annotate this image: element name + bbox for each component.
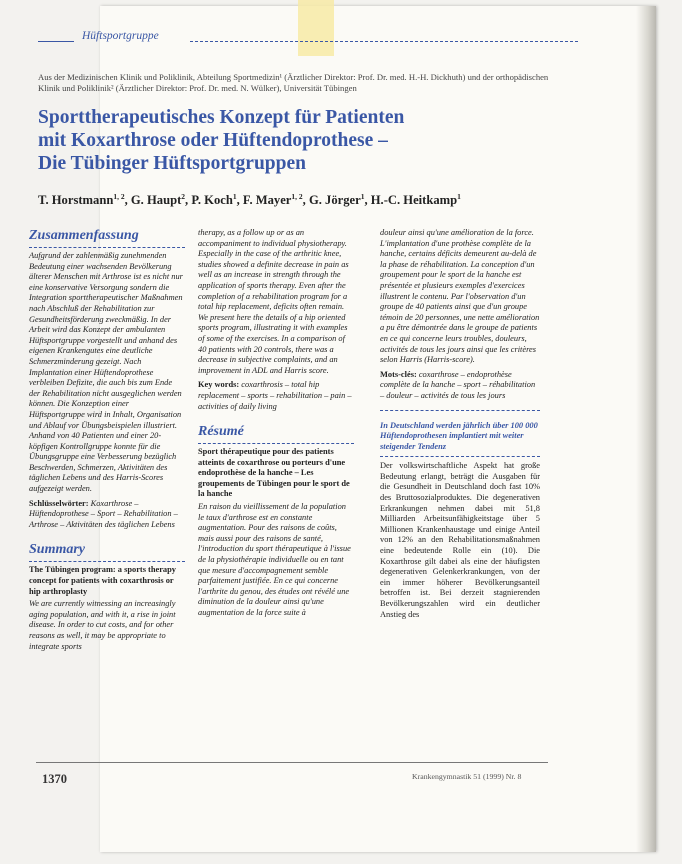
german-keywords: Schlüsselwörter: Koxarthrose – Hüftendoprothese – Sport – Rehabilitation – Arthrose – Aktivitäten des täglichen Lebens	[29, 498, 178, 529]
column-1	[29, 228, 185, 656]
resume-subtitle: Sport thérapeutique pour des patients atteints de coxarthrose ou porteurs d'une endoprothèse de la hanche – Les groupements de Tübingen pour le sport de la hanche	[198, 447, 350, 499]
author: T. Horstmann$^{1, 2}$	[38, 192, 125, 208]
summary-text: We are currently witnessing an increasingly aging population, and with it, a rise in joint disease. In order to cut costs, and for other reasons as well, it may be appropriate to integrate sports	[29, 599, 176, 651]
author: H.-C. Heitkamp$^1$	[370, 192, 461, 208]
column-2	[198, 228, 354, 623]
author: P. Koch$^1$	[191, 192, 237, 208]
author: G. Haupt$^2$	[130, 192, 186, 208]
author: F. Mayer$^{1, 2}$	[242, 192, 303, 208]
affiliation: Aus der Medizinischen Klinik und Poliklinik, Abteilung Sportmedizin¹ (Ärztlicher Direktor: Prof. Dr. med. H.-H. Dickhuth) und der orthopädischen Klinik und Poliklinik² (Ärztlicher Direktor: Prof. Dr. med. N. Wülker), Universität Tübingen	[38, 72, 549, 93]
french-keywords: Mots-clés: coxarthrose – endoprothèse complète de la hanche – sport – réhabilitation – douleur – activités de tous les jours	[380, 369, 536, 400]
summary-text-continued: therapy, as a follow up or as an accompaniment to individual physiotherapy. Especially in the case of the arthritic knee, studies showed a definite decrease in pain as well as an increase in strength through the application of sports therapy. Even after the completion of a rehabilitation program for a total hip replacement, deficits often remain. We present here the details of a hip oriented sports program, illustrating it with examples of some of the exercises. In a comparison of 40 patients with 20 controls, there was a decrease in subjective complaints, and an improvement in ADL and Harris score.	[198, 228, 349, 375]
page-number: 1370	[42, 772, 67, 786]
footer-rule	[36, 762, 548, 763]
header-rule-left	[38, 41, 74, 42]
summary-heading: Summary	[29, 542, 185, 562]
author: G. Jörger$^1$	[308, 192, 365, 208]
section-header	[38, 30, 538, 44]
section-title: Hüftsportgruppe	[82, 30, 159, 42]
german-abstract: Aufgrund der zahlenmäßig zunehmenden Bedeutung einer wachsenden Bevölkerung älterer Menschen mit Arthrose ist es nicht nur eine konservative Versorgung sondern die Integration sporttherapeutischer Maßnahmen nach Abschluß der Rehabilitation zur Gesundheitsförderung zweckmäßig. In der Arbeit wird das Konzept der ambulanten Hüftsportgruppe vorgestellt und anhand des eigenen Krankengutes eine deutliche Schmerzminderung gezeigt. Nach Implantation einer Hüftendoprothese verbleiben Defizite, die auch bis zum Ende der Rehabilitation nicht ausgeglichen werden können. Die Konzeption einer Hüftsportgruppe wird in Inhalt, Organisation und Ablauf vor Übungsbeispielen illustriert. Anhand von 40 Patienten und einer 20-köpfigen Kontrollgruppe konnte für die Übungsgruppe eine Verbesserung bezüglich Beschwerden, Schmerzen, Aktivitäten des täglichen Lebens und des Harris-Scores aufgezeigt werden.	[29, 251, 183, 494]
highlight-statement: In Deutschland werden jährlich über 100 000 Hüftendoprothesen implantiert mit weiter steigender Tendenz	[380, 420, 538, 451]
title-line: Die Tübinger Hüftsportgruppen	[38, 153, 306, 174]
column-3	[380, 228, 540, 620]
highlight-rule	[380, 410, 540, 415]
journal-citation: Krankengymnastik 51 (1999) Nr. 8	[412, 772, 522, 781]
page-fold-shadow	[636, 6, 656, 852]
zusammenfassung-heading: Zusammenfassung	[29, 228, 185, 248]
title-line: Sporttherapeutisches Konzept für Patienten	[38, 107, 405, 128]
body-text: Der volkswirtschaftliche Aspekt hat große Bedeutung erlangt, beträgt die Ausgaben für die Gesundheit in Deutschland doch fast 10% des Bruttosozialproduktes. Die degenerativen Erkrankungen nehmen dabei mit 51,8 Milliarden Arbeitsunfähigkeitstage über 5 Millionen Krankenhaustage und einige Anteil von 12% an den Rehabilitationsmaßnahmen eine bedeutende Rolle ein (10). Die Koxarthrose gilt dabei als eine der häufigsten degenerativen Gelenkerkrankungen, von der ein immer höherer Bevölkerungsanteil betroffen ist. Bei derzeit stagnierenden Bevölkerungszahlen wird ein deutlicher Anstieg des	[380, 461, 540, 619]
summary-subtitle: The Tübingen program: a sports therapy concept for patients with coxarthrosis or hip arthroplasty	[29, 565, 176, 596]
title-line: mit Koxarthrose oder Hüftendoprothese –	[38, 130, 388, 151]
resume-text-continued: douleur ainsi qu'une amélioration de la force. L'implantation d'une prothèse complète de la hanche, certains déficits demeurent au-delà de la phase de réhabilitation. La conception d'un groupement pour le sport de la hanche est présentée et plusieurs exemples d'exercices illustrent le contenu. Par l'observation d'un groupe de 40 patients ainsi que d'un groupe témoin de 20 personnes, une nette amélioration a pu être démontrée dans le groupe de patients en ce qui concerne leurs troubles, douleurs, activités de tous les jours ainsi que les critères selon Harris (Harris-score).	[380, 228, 540, 365]
resume-heading: Résumé	[198, 424, 354, 444]
header-rule-right	[190, 41, 578, 42]
resume-text: En raison du vieillissement de la population le taux d'arthrose est en constante augmentation. Pour des raisons de coûts, mais aussi pour des raisons de santé, l'introduction du sport thérapeutique à l'issue de la physiothérapie individuelle ou en tant que mesure d'accompagnement semble parfaitement justifiée. En ce qui concerne l'arthrite du genou, des études ont révélé une diminution de la douleur ainsi qu'une augmentation de la force suite à	[198, 502, 351, 617]
english-keywords: Key words: coxarthrosis – total hip replacement – sports – rehabilitation – pain – activities of daily living	[198, 380, 352, 411]
article-title	[38, 106, 538, 175]
author-list: T. Horstmann$^{1, 2}$, G. Haupt$^2$, P. Koch$^1$, F. Mayer$^{1, 2}$, G. Jörger$^1$, H.-C. Heitkamp$^1$	[38, 192, 461, 208]
sticky-note	[298, 0, 334, 56]
